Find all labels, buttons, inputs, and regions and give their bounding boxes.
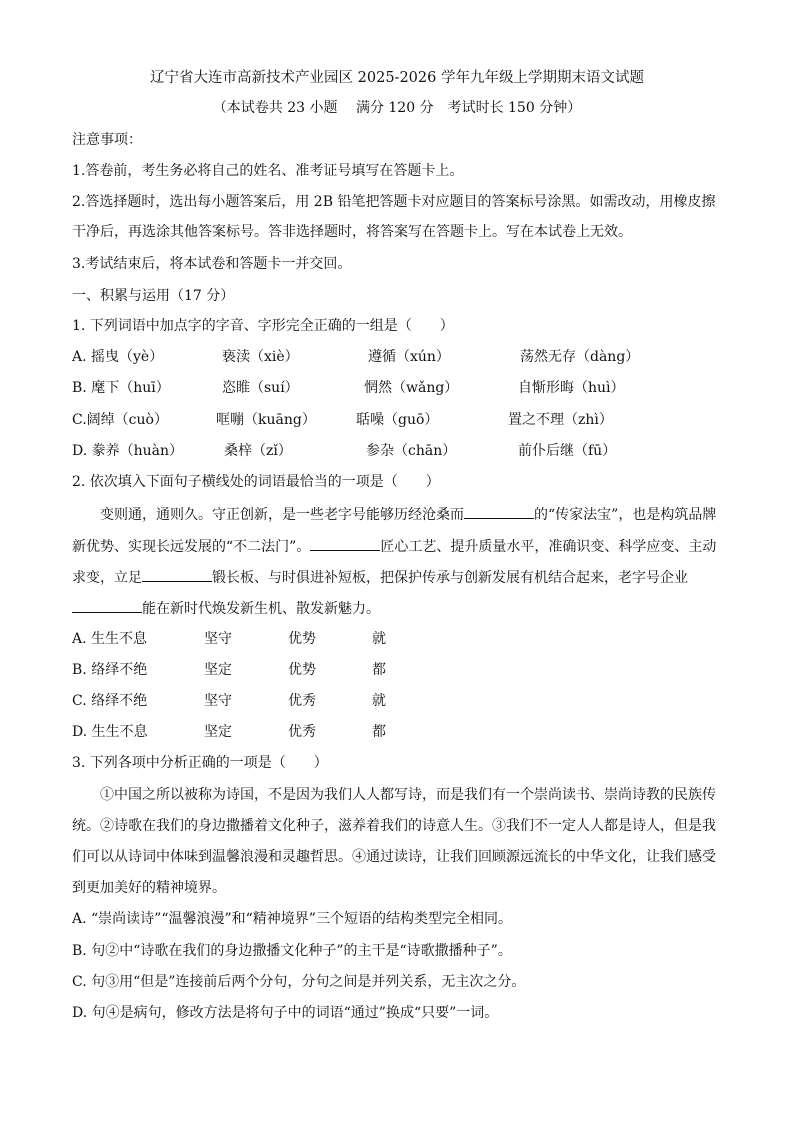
q1-stem: 1. 下列词语中加点字的字音、字形完全正确的一组是（ ） [72,318,454,334]
q2-passage-line-4: 能在新时代焕发新生机、散发新魅力。 [72,598,714,619]
notice-item-3: 3.考试结束后，将本试卷和答题卡一并交回。 [72,256,352,272]
notice-item-2: 2.答选择题时，选出每小题答案后，用 2B 铅笔把答题卡对应题目的答案标号涂黑。如需改动，用橡皮擦 [72,194,716,210]
q2-stem: 2. 依次填入下面句子横线处的词语最恰当的一项是（ ） [72,474,440,490]
q3-option-c: C. 句③用“但是”连接前后两个分句，分句之间是并列关系，无主次之分。 [72,974,526,990]
notice-item-1: 1.答卷前，考生务必将自己的姓名、准考证号填写在答题卡上。 [72,163,464,179]
q3-passage-line-2: 统。②诗歌在我们的身边撒播着文化种子，滋养着我们的诗意人生。③我们不一定人人都是诗人，但是我 [72,818,716,834]
q3-stem: 3. 下列各项中分析正确的一项是（ ） [72,755,328,771]
fill-blank [464,504,534,519]
q3-passage-line-1: ①中国之所以被称为诗国，不是因为我们人人都写诗，而是我们有一个崇尚读书、崇尚诗教的民族传 [100,787,716,803]
exam-page: 辽宁省大连市高新技术产业园区 2025-2026 学年九年级上学期期末语文试题 （本试卷共 23 小题 满分 120 分 考试时长 150 分钟） 注意事项： 1.答卷前，考生务必将自己的姓名、准考证号填写在答题卡上。 2.答选择题时，选出每小题答案后，用 2B 铅笔把答题卡对应题目的答案标号涂黑。如需改动，用橡皮擦 干净后，再选涂其他答案标号。答非选择题时，将答案写在答题卡上。写在本试卷上无效。 3.考试结束后，将本试卷和答题卡一并交回。 一、积累与运用（17 分） 1. 下列词语中加点字的字音、字形完全正确的一组是（ ） A. 摇曳（yè） 亵渎（xiè） 遵循（xún） 荡然无存（dàng） B. 麾下（huī） 恣睢（suí） 惘然（wǎng） 自惭形晦（huì） C.阔绰（cuò） 哐嘣（kuāng） 聒噪（guō） 置之不理（zhì） D. 豢养（huàn） 桑梓（zǐ） 参杂（chān） 前仆后继（fū） 2. 依次填入下面句子横线处的词语最恰当的一项是（ ） 变则通，通则久。守正创新，是一些老字号能够历经沧桑而 的“传家法宝”，也是构筑品牌 新优势、实现长远发展的“不二法门”。 匠心工艺、提升质量水平，准确识变、科学应变、主动 求变，立足 锻长板、与时俱进补短板，把保护传承与创新发展有机结合起来，老字号企业 能在新时代焕发新生机、散发新魅力。 A. 生生不息 坚守 优势 就 B. 络绎不绝 坚定 优势 都 C. 络绎不绝 坚守 优秀 就 D. 生生不息 坚定 优秀 都 3. 下列各项中分析正确的一项是（ ） ①中国之所以被称为诗国，不是因为我们人人都写诗，而是我们有一个崇尚读书、崇尚诗教的民族传 统。②诗歌在我们的身边撒播着文化种子，滋养着我们的诗意人生。③我们不一定人人都是诗人，但是我 们可以从诗词中体味到温馨浪漫和灵趣哲思。④通过读诗，让我们回顾源远流长的中华文化，让我们感受 到更加美好的精神境界。 A. “崇尚读诗”“温馨浪漫”和“精神境界”三个短语的结构类型完全相同。 B. 句②中“诗歌在我们的身边撒播文化种子”的主干是“诗歌撒播种子”。 C. 句③用“但是”连接前后两个分句，分句之间是并列关系，无主次之分。 D. 句④是病句，修改方法是将句子中的词语“通过”换成“只要”一词。 [0,0,794,1123]
notice-heading: 注意事项： [72,132,142,148]
q2-passage-line-3: 求变，立足 锻长板、与时俱进补短板，把保护传承与创新发展有机结合起来，老字号企业 [72,567,714,588]
exam-subtitle: （本试卷共 23 小题 满分 120 分 考试时长 150 分钟） [212,100,582,116]
fill-blank [72,598,142,613]
q3-option-d: D. 句④是病句，修改方法是将句子中的词语“通过”换成“只要”一词。 [72,1005,499,1021]
section-heading: 一、积累与运用（17 分） [72,288,235,304]
q2-passage-line-1: 变则通，通则久。守正创新，是一些老字号能够历经沧桑而 的“传家法宝”，也是构筑品牌 [72,504,714,525]
q3-passage-line-4: 到更加美好的精神境界。 [72,880,226,896]
fill-blank [142,567,212,582]
exam-title: 辽宁省大连市高新技术产业园区 2025-2026 学年九年级上学期期末语文试题 [150,70,644,86]
q3-option-b: B. 句②中“诗歌在我们的身边撒播文化种子”的主干是“诗歌撒播种子”。 [72,943,512,959]
q2-passage-line-2: 新优势、实现长远发展的“不二法门”。 匠心工艺、提升质量水平，准确识变、科学应变、主动 [72,536,714,557]
fill-blank [310,536,380,551]
q3-option-a: A. “崇尚读诗”“温馨浪漫”和“精神境界”三个短语的结构类型完全相同。 [72,911,512,927]
notice-item-2-cont: 干净后，再选涂其他答案标号。答非选择题时，将答案写在答题卡上。写在本试卷上无效。 [72,224,632,240]
q3-passage-line-3: 们可以从诗词中体味到温馨浪漫和灵趣哲思。④通过读诗，让我们回顾源远流长的中华文化，让我们感受 [72,849,716,865]
